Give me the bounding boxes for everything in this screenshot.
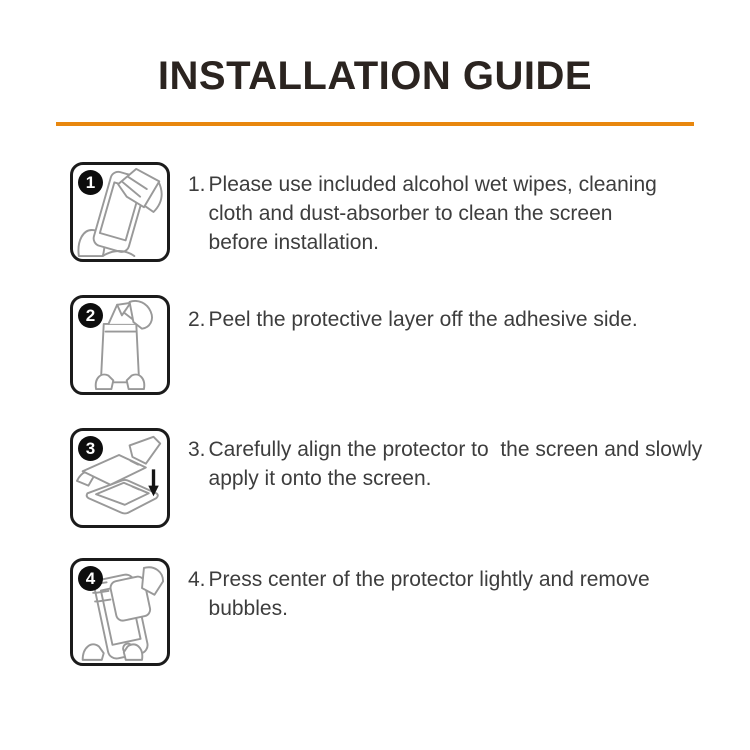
step-1-line-2: cloth and dust-absorber to clean the screen [208,202,613,225]
step-1-number-badge: 1 [78,170,103,195]
step-2-icon-box [70,295,170,395]
step-4-number-badge: 4 [78,566,103,591]
title-divider [56,122,694,126]
step-4-icon-box [70,558,170,666]
step-2-line-1: Peel the protective layer off the adhesive side. [208,308,638,331]
step-3-number-badge: 3 [78,436,103,461]
step-3-line-2: apply it onto the screen. [208,467,432,490]
step-4-row [70,558,170,666]
step-3-row [70,428,170,528]
step-2-row [70,295,170,395]
step-1-row [70,162,170,262]
step-4-line-2: bubbles. [208,597,288,620]
step-1-text [188,170,718,257]
step-2-text [188,305,718,334]
step-4-line-1: Press center of the protector lightly and remove [208,568,650,591]
step-1-line-1: Please use included alcohol wet wipes, cleaning [208,173,657,196]
step-3-prefix: 3. [188,438,206,461]
step-1-line-3: before installation. [208,231,379,254]
step-3-text [188,435,718,493]
step-3-icon-box [70,428,170,528]
step-4-prefix: 4. [188,568,206,591]
step-1-prefix: 1. [188,173,206,196]
step-1-icon-box [70,162,170,262]
step-2-prefix: 2. [188,308,206,331]
step-3-line-1: Carefully align the protector to the screen and slowly [208,438,703,461]
step-4-text [188,565,718,623]
page-title: INSTALLATION GUIDE [157,54,593,98]
step-2-number-badge: 2 [78,303,103,328]
